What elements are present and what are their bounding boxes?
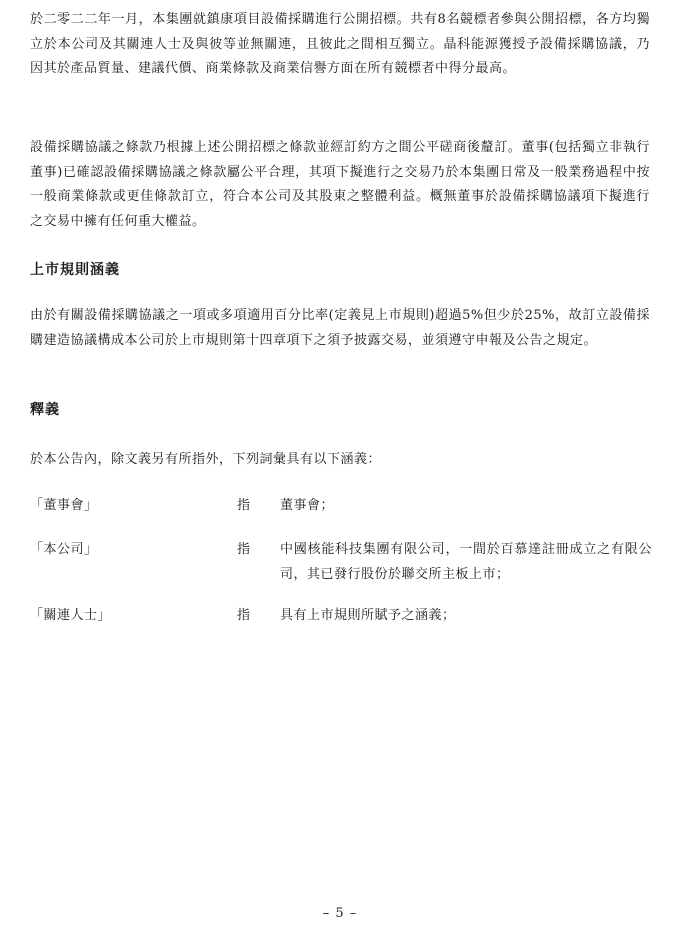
definition-term: 「關連人士」 bbox=[30, 608, 112, 623]
definitions-intro: 於本公告內，除文義另有所指外，下列詞彙具有以下涵義： bbox=[30, 452, 382, 467]
definition-separator: 指 bbox=[237, 542, 251, 557]
agreement-terms-paragraph: 設備採購協議之條款乃根據上述公開招標之條款並經訂約方之間公平磋商後釐訂。董事(包括獨立非執行董事)已確認設備採購協議之條款屬公平合理，其項下擬進行之交易乃於本集團日常及一般業務過程中按一般商業條款或更佳條款訂立，符合本公司及其股東之整體利益。概無董事於設備採購協議項下擬進行之交易中擁有任何重大權益。 bbox=[30, 140, 650, 229]
definition-separator: 指 bbox=[237, 608, 251, 623]
tender-paragraph: 於二零二二年一月，本集團就鎮康項目設備採購進行公開招標。共有8名競標者參與公開招標，各方均獨立於本公司及其關連人士及與彼等並無關連，且彼此之間相互獨立。晶科能源獲授予設備採購協議，乃因其於產品質量、建議代價、商業條款及商業信譽方面在所有競標者中得分最高。 bbox=[30, 12, 650, 76]
definition-meaning: 具有上市規則所賦予之涵義； bbox=[280, 608, 456, 623]
listing-rules-heading: 上市規則涵義 bbox=[30, 262, 120, 278]
page-number: – 5 – bbox=[322, 906, 358, 921]
definition-separator: 指 bbox=[237, 498, 251, 513]
definition-term: 「本公司」 bbox=[30, 542, 98, 557]
definition-term: 「董事會」 bbox=[30, 498, 98, 513]
listing-rules-paragraph: 由於有關設備採購協議之一項或多項適用百分比率(定義見上市規則)超過5%但少於25%，故訂立設備採購建造協議構成本公司於上市規則第十四章項下之須予披露交易，並須遵守申報及公告之規定。 bbox=[30, 308, 650, 348]
definition-meaning: 董事會； bbox=[280, 498, 335, 513]
definitions-heading: 釋義 bbox=[30, 402, 60, 418]
definition-meaning: 中國核能科技集團有限公司，一間於百慕達註冊成立之有限公司，其已發行股份於聯交所主板上市； bbox=[280, 542, 652, 582]
